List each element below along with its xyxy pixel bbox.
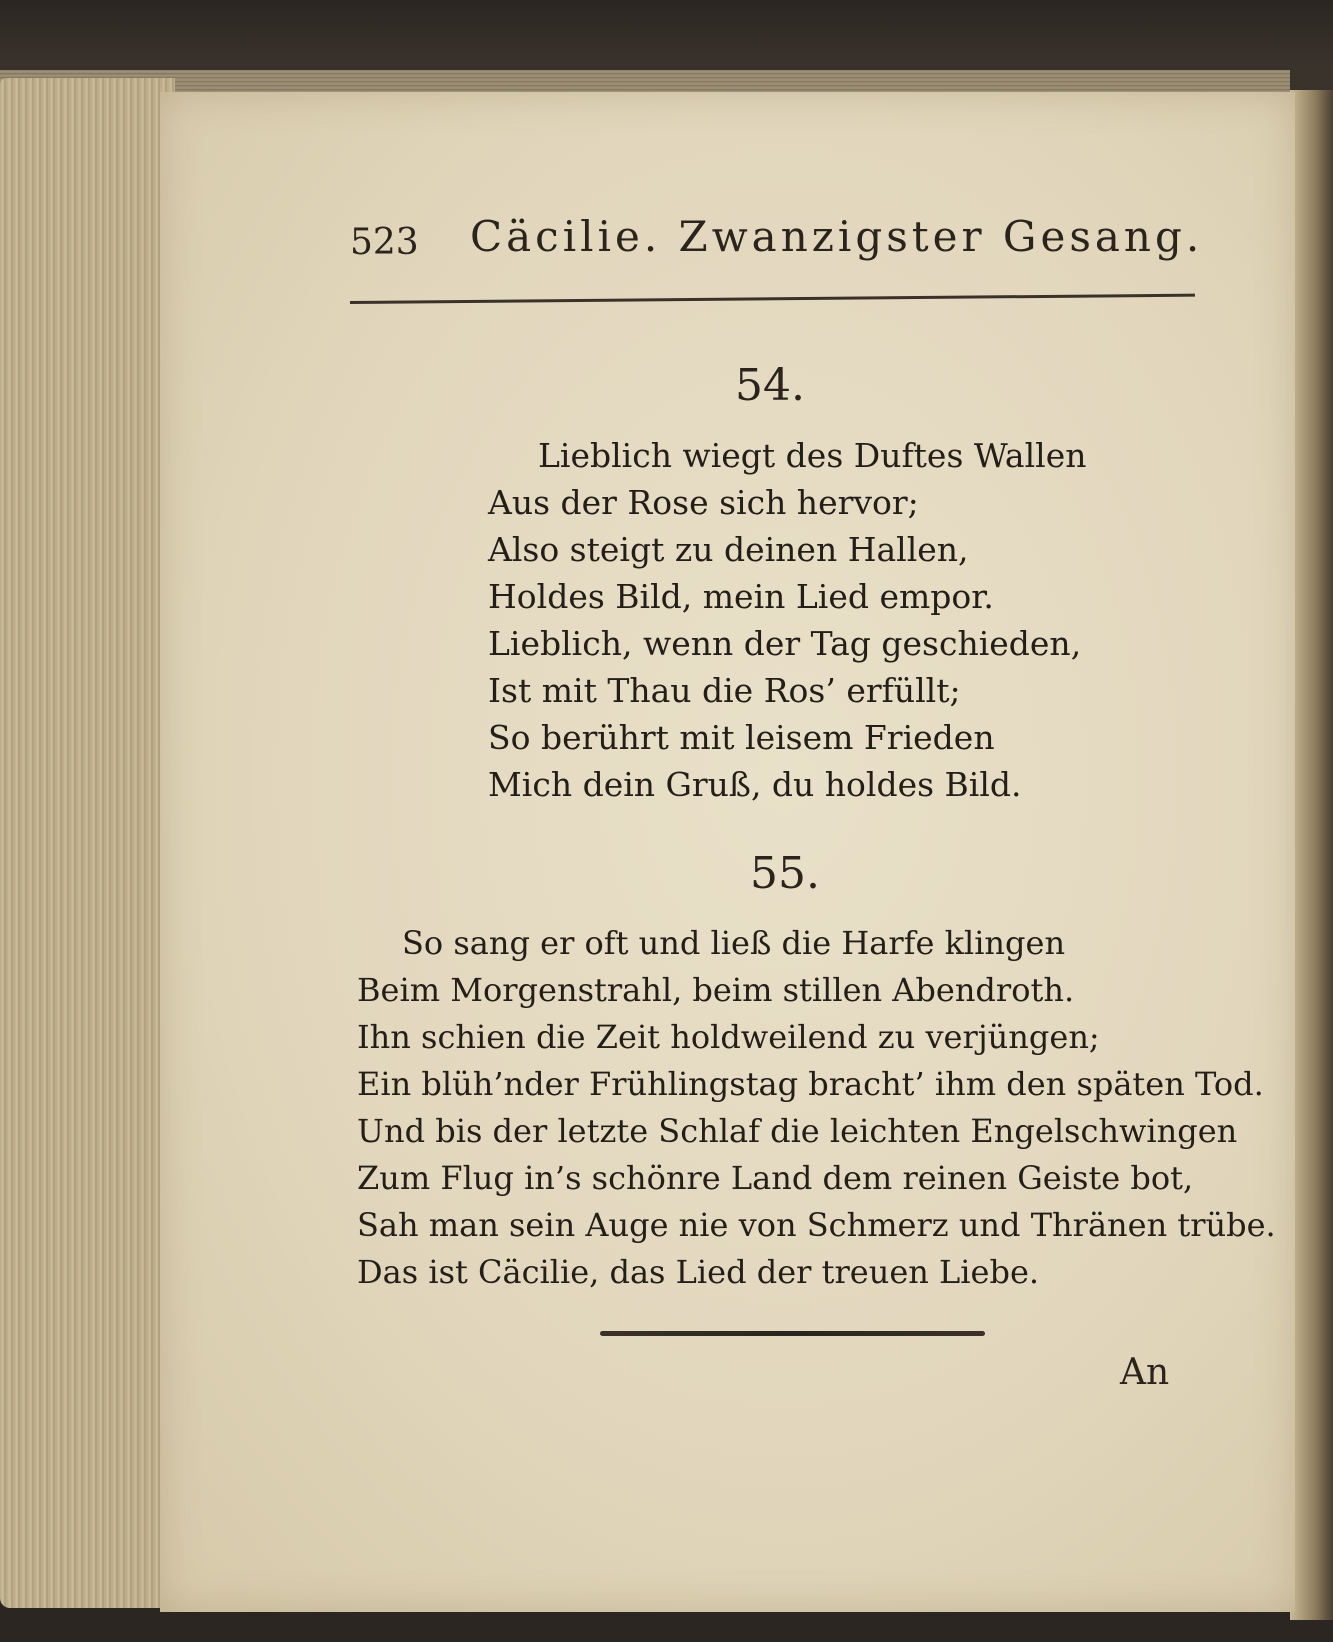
verse-line: Und bis der letzte Schlaf die leichten Engelschwingen <box>357 1112 1238 1150</box>
stanza-number-54: 54. <box>735 360 805 411</box>
end-rule <box>600 1331 985 1336</box>
verse-line: Lieblich, wenn der Tag geschieden, <box>488 624 1082 663</box>
verse-line: Also steigt zu deinen Hallen, <box>488 530 969 569</box>
page-number: 523 <box>350 222 419 263</box>
verse-line: Holdes Bild, mein Lied empor. <box>488 577 994 616</box>
stanza-number-55: 55. <box>750 848 820 899</box>
verse-line: So sang er oft und ließ die Harfe klingen <box>402 924 1066 962</box>
verse-line: Das ist Cäcilie, das Lied der treuen Liebe. <box>357 1253 1040 1291</box>
verse-line: Beim Morgenstrahl, beim stillen Abendroth. <box>357 971 1075 1009</box>
catchword: An <box>1120 1352 1170 1393</box>
verse-line: Aus der Rose sich hervor; <box>488 483 919 522</box>
verse-line: Zum Flug in’s schönre Land dem reinen Geiste bot, <box>357 1159 1194 1197</box>
verse-line: Mich dein Gruß, du holdes Bild. <box>488 765 1022 804</box>
verse-line: Ein blüh’nder Frühlingstag bracht’ ihm den späten Tod. <box>357 1065 1264 1103</box>
verse-line: Ihn schien die Zeit holdweilend zu verjüngen; <box>357 1018 1100 1056</box>
page-block-edges <box>0 78 175 1608</box>
verse-line: So berührt mit leisem Frieden <box>488 718 995 757</box>
running-title: Cäcilie. Zwanzigster Gesang. <box>470 212 1204 261</box>
stanza-54 <box>488 432 1087 808</box>
verse-line: Lieblich wiegt des Duftes Wallen <box>538 436 1087 475</box>
verse-line: Sah man sein Auge nie von Schmerz und Thränen trübe. <box>357 1206 1276 1244</box>
facing-page-edge <box>1290 90 1333 1620</box>
verse-line: Ist mit Thau die Ros’ erfüllt; <box>488 671 961 710</box>
stanza-55 <box>357 920 1276 1296</box>
